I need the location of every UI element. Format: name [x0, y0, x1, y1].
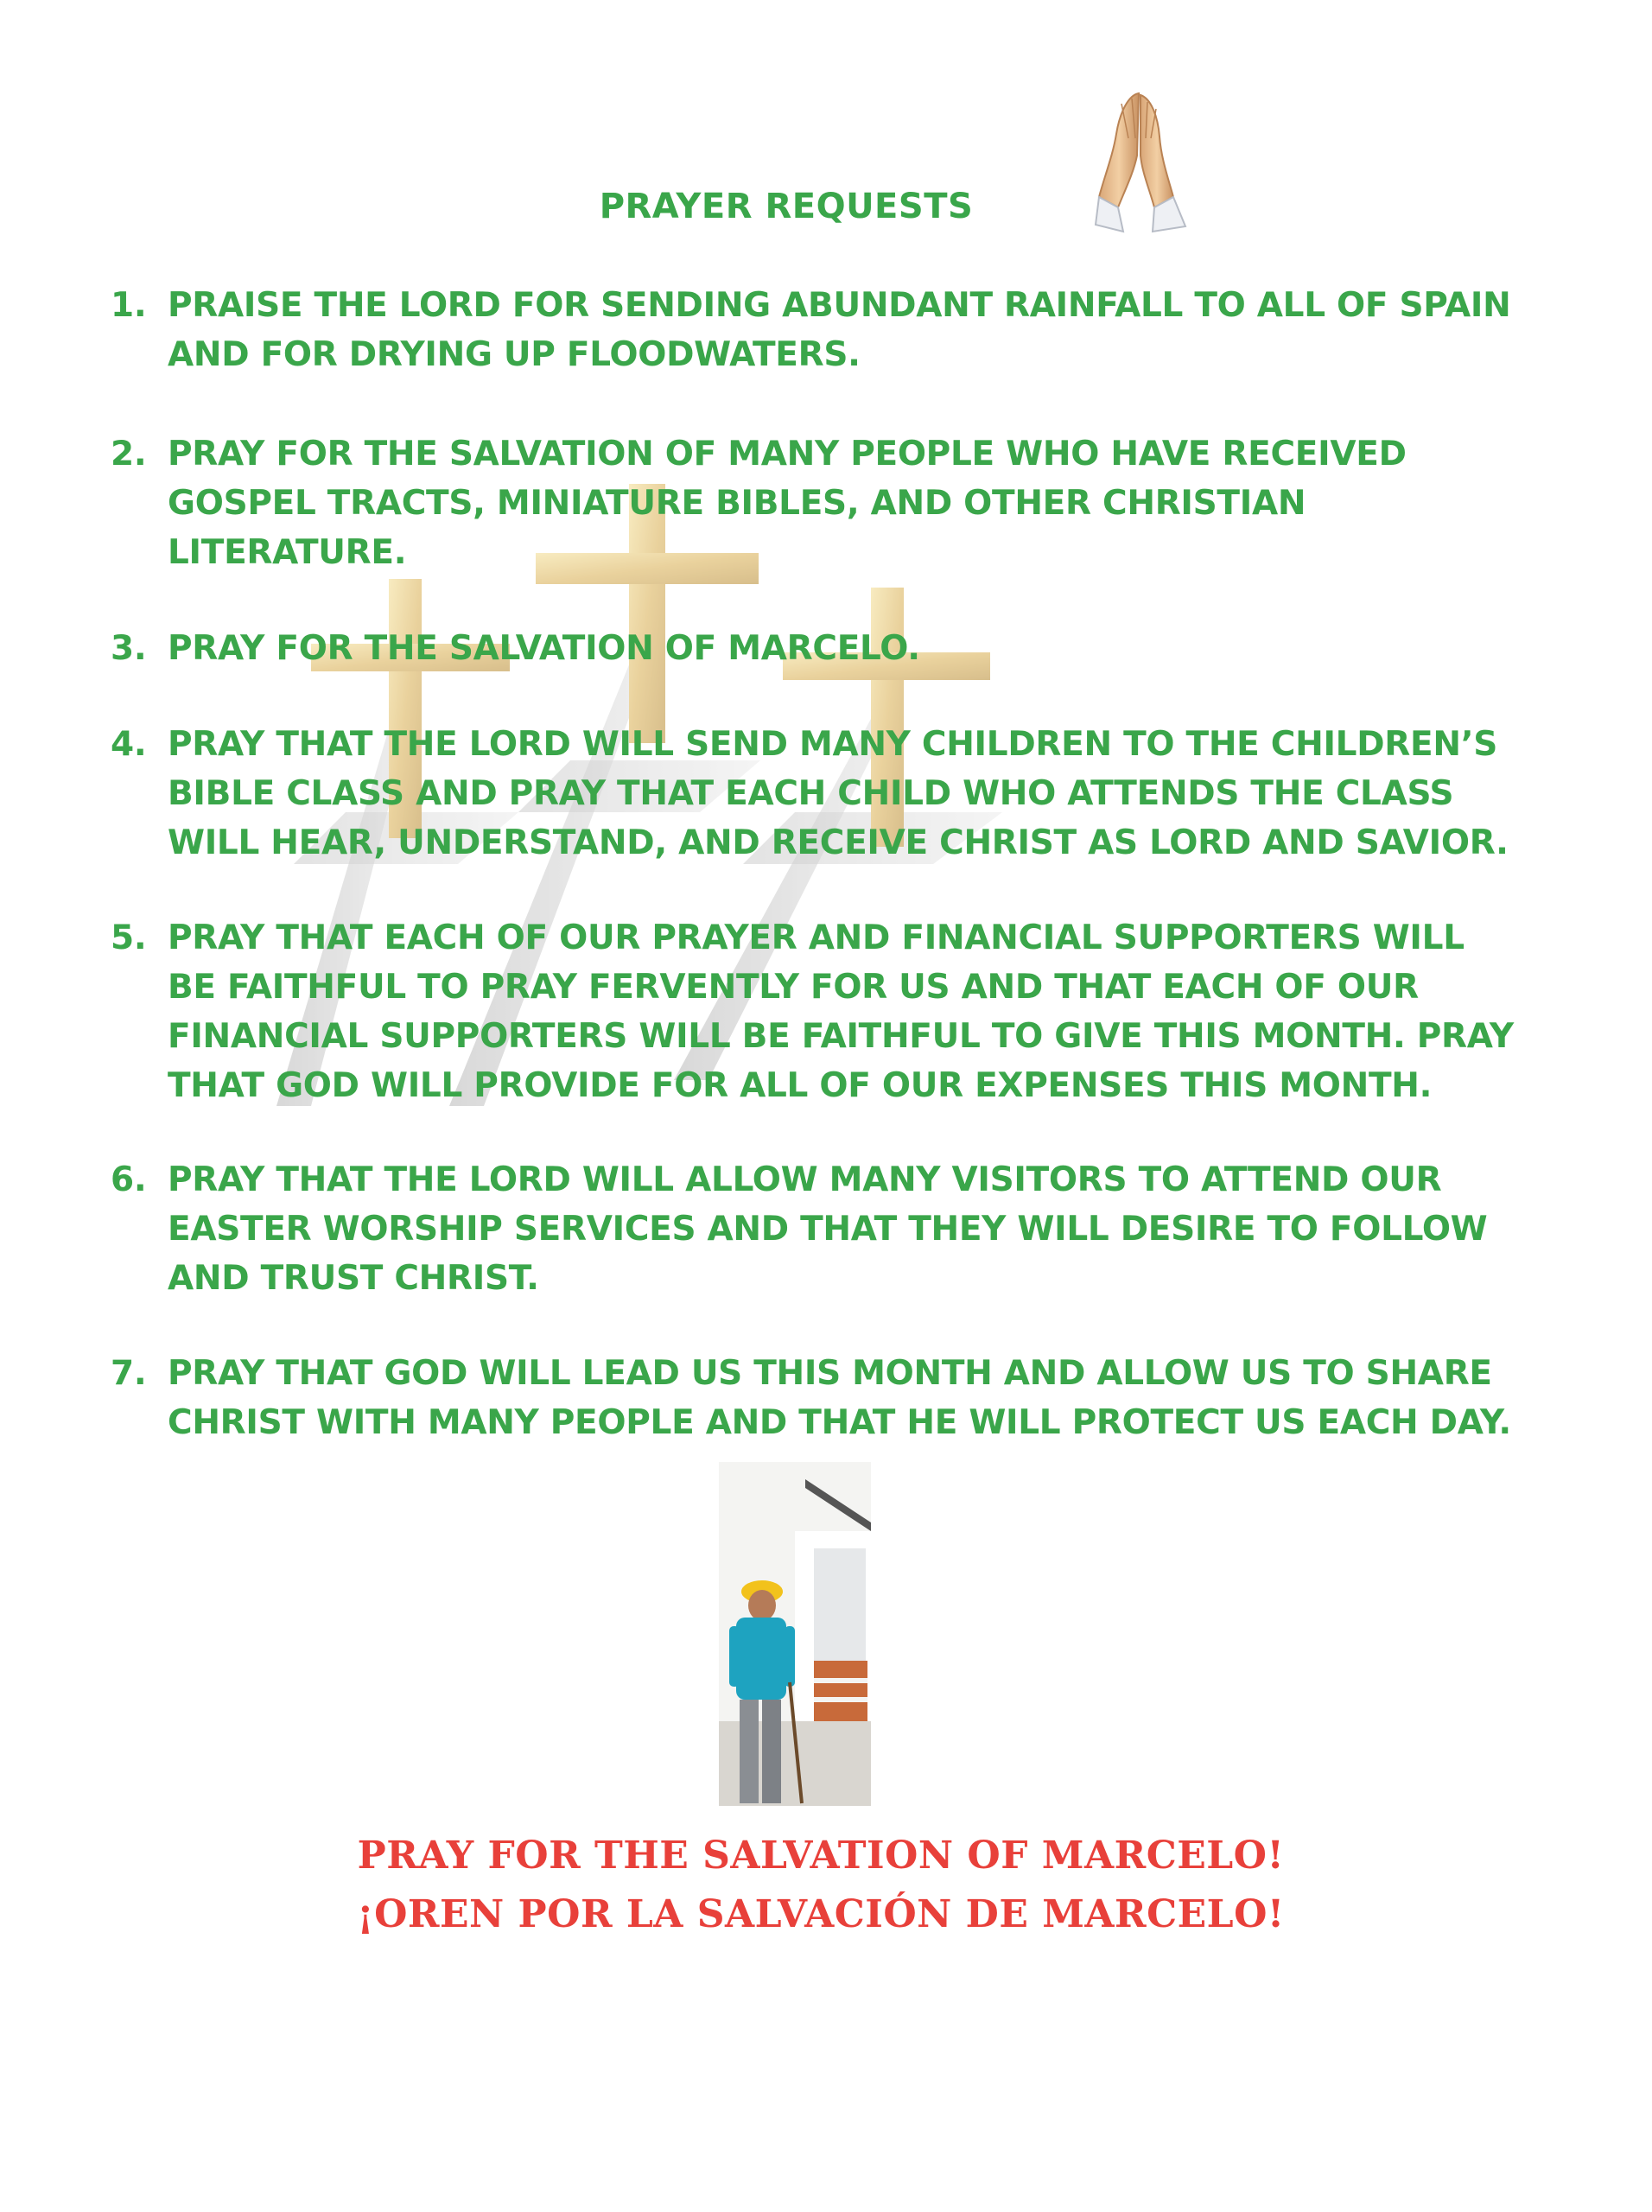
list-item	[111, 720, 1528, 868]
list-item-text: PRAY FOR THE SALVATION OF MANY PEOPLE WHO HAVE RECEIVED GOSPEL TRACTS, MINIATURE BIBLES, AND OTHER CHRISTIAN LITERATURE.	[168, 435, 1407, 572]
list-item-number: 4.	[111, 725, 147, 764]
praying-hands-icon	[1078, 86, 1199, 238]
list-item	[111, 913, 1528, 1110]
list-item-number: 3.	[111, 629, 147, 668]
list-item-text: PRAY FOR THE SALVATION OF MARCELO.	[168, 629, 920, 668]
list-item-number: 1.	[111, 286, 147, 325]
list-item	[111, 1349, 1528, 1447]
marcelo-photo	[719, 1462, 871, 1806]
list-item-number: 5.	[111, 918, 147, 957]
footer-spanish: ¡OREN POR LA SALVACIÓN DE MARCELO!	[357, 1892, 1285, 1936]
list-item-text: PRAY THAT THE LORD WILL SEND MANY CHILDREN TO THE CHILDREN’S BIBLE CLASS AND PRAY THAT EACH CHILD WHO ATTENDS THE CLASS WILL HEAR, UNDERSTAND, AND RECEIVE CHRIST AS LORD AND SAVIOR.	[168, 725, 1509, 862]
list-item	[111, 281, 1528, 379]
list-item-text: PRAY THAT THE LORD WILL ALLOW MANY VISITORS TO ATTEND OUR EASTER WORSHIP SERVICES AND THAT THEY WILL DESIRE TO FOLLOW AND TRUST CHRIST.	[168, 1160, 1488, 1298]
list-item-text: PRAISE THE LORD FOR SENDING ABUNDANT RAINFALL TO ALL OF SPAIN AND FOR DRYING UP FLOODWATERS.	[168, 286, 1511, 374]
list-item	[111, 624, 1528, 673]
list-item-text: PRAY THAT EACH OF OUR PRAYER AND FINANCIAL SUPPORTERS WILL BE FAITHFUL TO PRAY FERVENTLY FOR US AND THAT EACH OF OUR FINANCIAL SUPPORTERS WILL BE FAITHFUL TO GIVE THIS MONTH. PRAY THAT GOD WILL PROVIDE FOR ALL OF OUR EXPENSES THIS MONTH.	[168, 918, 1514, 1105]
list-item-text: PRAY THAT GOD WILL LEAD US THIS MONTH AND ALLOW US TO SHARE CHRIST WITH MANY PEOPLE AND THAT HE WILL PROTECT US EACH DAY.	[168, 1354, 1511, 1442]
list-item-number: 7.	[111, 1354, 147, 1393]
list-item-number: 6.	[111, 1160, 147, 1199]
list-item	[111, 1155, 1528, 1303]
page-title: PRAYER REQUESTS	[599, 187, 974, 226]
footer-english: PRAY FOR THE SALVATION OF MARCELO!	[357, 1834, 1285, 1878]
list-item	[111, 429, 1528, 577]
list-item-number: 2.	[111, 435, 147, 474]
